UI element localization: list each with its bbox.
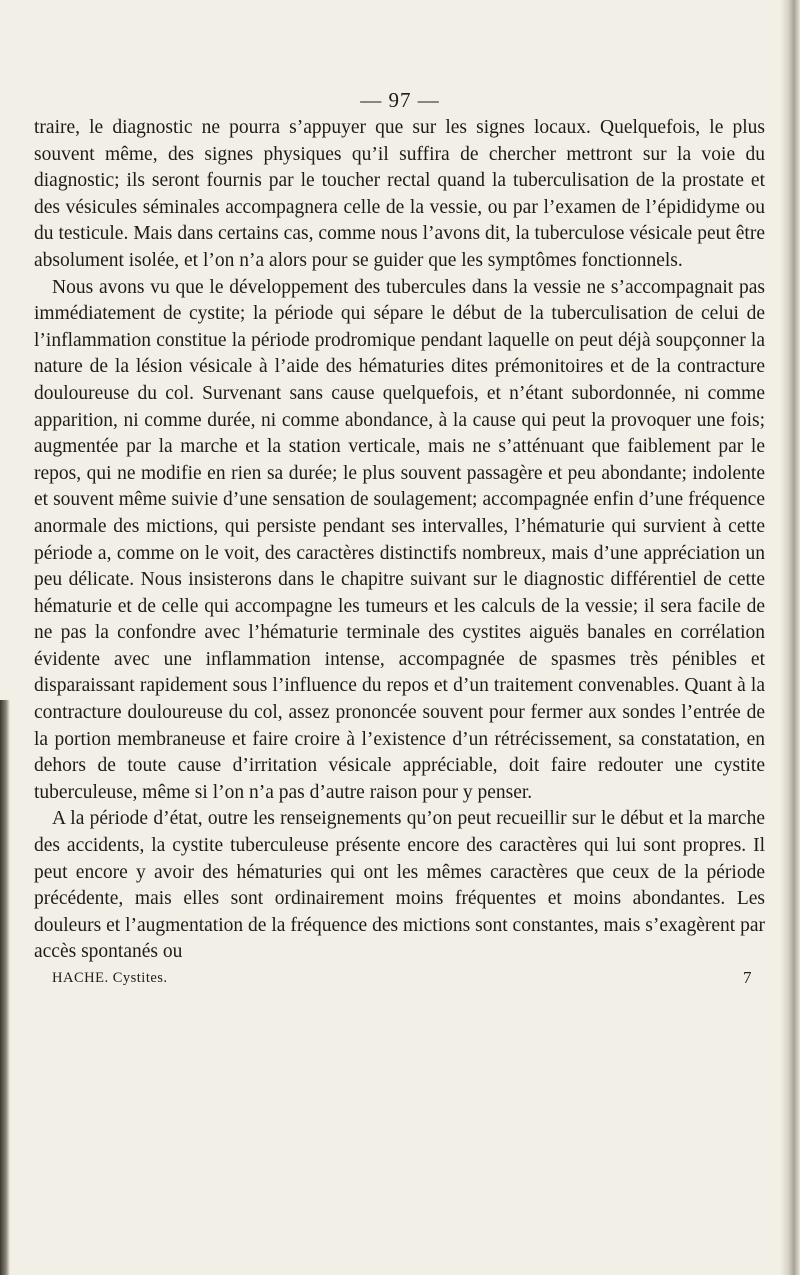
paragraph-1: traire, le diagnostic ne pourra s’appuyer que sur les signes locaux. Quelquefois, le plus souvent même, des signes physiques qu’il suffira de chercher mettront sur la voie du diagnostic; ils seront fournis par le toucher rectal quand la tuberculisation de la prostate et des vésicules séminales accompagnera celle de la vessie, ou par l’examen de l’épididyme ou du testicule. Mais dans certains cas, comme nous l’avons dit, la tuberculose vésicale peut être absolument isolée, et l’on n’a alors pour se guider que les symptômes fonctionnels. xyxy=(34,117,765,271)
paragraph-3: A la période d’état, outre les renseignements qu’on peut recueillir sur le début et la marche des accidents, la cystite tuberculeuse présente encore des caractères qui lui sont propres. Il peut encore y avoir des hématuries qui ont les mêmes caractères que ceux de la période précédente, mais elles sont ordinairement moins fréquentes et moins abondantes. Les douleurs et l’augmentation de la fréquence des mictions sont constantes, mais s’exagèrent par accès spontanés ou xyxy=(34,808,765,963)
scan-edge-shadow xyxy=(780,0,800,1275)
binding-shadow xyxy=(0,700,10,1275)
footer-sheet-number: 7 xyxy=(743,968,752,987)
footer-signature: HACHE. Cystites. xyxy=(52,970,168,986)
paragraph-2: Nous avons vu que le développement des tubercules dans la vessie ne s’accompagnait pas immédiatement de cystite; la période qui sépare le début de la tuberculisation de celui de l’inflammation constitue la période prodromique pendant laquelle on peut déjà soupçonner la nature de la lésion vésicale à l’aide des hématuries dites prémonitoires et de la contracture douloureuse du col. Survenant sans cause quelquefois, et n’étant subordonnée, ni comme apparition, ni comme durée, ni comme abondance, à la cause qui peut la provoquer une fois; augmentée par la marche et la station verticale, mais ne s’atténuant que faiblement par le repos, qui ne modifie en rien sa durée; le plus souvent passagère et peu abondante; indolente et souvent même suivie d’une sensation de soulagement; accompagnée enfin d’une fréquence anormale des mictions, qui persiste pendant ses intervalles, l’hématurie qui survient à cette période a, comme on le voit, des caractères distinctifs nombreux, mais d’une appréciation un peu délicate. Nous insisterons dans le chapitre suivant sur le diagnostic différentiel de cette hématurie et de celle qui accompagne les tumeurs et les calculs de la vessie; il sera facile de ne pas la confondre avec l’hématurie terminale des cystites aiguës banales en corrélation évidente avec une inflammation intense, accompagnée de spasmes très pénibles et disparaissant rapidement sous l’influence du repos et d’un traitement convenables. Quant à la contracture douloureuse du col, assez prononcée souvent pour fermer aux sondes l’entrée de la portion membraneuse et faire croire à l’existence d’un rétrécissement, sa constatation, en dehors de toute cause d’irritation vésicale appréciable, doit faire redouter une cystite tuberculeuse, même si l’on n’a pas d’autre raison pour y penser. xyxy=(34,276,765,803)
body-text xyxy=(34,115,765,966)
page-number: — 97 — xyxy=(360,88,440,112)
